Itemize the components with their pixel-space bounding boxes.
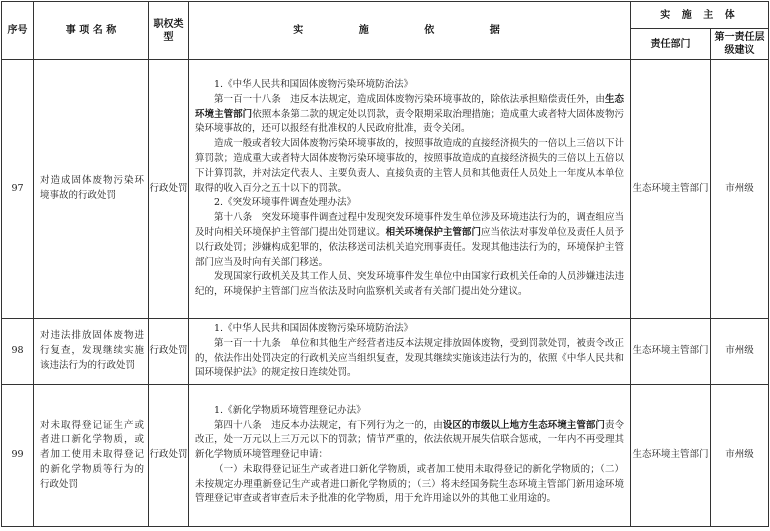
- law-article: 第十八条 突发环境事件调查过程中发现突发环境事件发生单位涉及环境违法行为的，调查组应当及时向相关环境保护主管部门提出处罚建议。相关环境保护主管部门应当依法对事发单位及责任人员予以行政处罚；涉嫌构成犯罪的，依法移送司法机关追究刑事责任。发现其他违法行为的，环境保护主管部门应当及时向有关部门移送。: [195, 212, 624, 268]
- row-dept: 生态环境主管部门: [631, 60, 711, 319]
- table-row: [2, 319, 769, 385]
- table-row: [2, 60, 769, 319]
- row-item-name: 对未取得登记证生产或者进口新化学物质，或者加工使用未取得登记的新化学物质等行为的行政处罚: [34, 385, 149, 527]
- row-item-name: 对造成固体废物污染环境事故的行政处罚: [34, 60, 149, 319]
- header-power-type: 职权类型: [149, 2, 189, 60]
- row-level: 市州级: [711, 319, 769, 385]
- row-basis: [189, 319, 631, 385]
- enforcement-items-table: [1, 1, 769, 527]
- law-article: 第一百一十九条 单位和其他生产经营者违反本法规定排放固体废物，受到罚款处罚，被责令改正的，依法作出处罚决定的行政机关应当组织复查，发现其继续实施该违法行为的，依照《中华人民共和国环境保护法》的规定按日连续处罚。: [195, 337, 624, 379]
- law-title: 2.《突发环境事件调查处理办法》: [214, 197, 357, 209]
- row-basis: [189, 385, 631, 527]
- table-row: [2, 385, 769, 527]
- law-title: 1.《中华人民共和国固体废物污染环境防治法》: [214, 322, 414, 334]
- law-title: 1.《中华人民共和国固体废物污染环境防治法》: [214, 79, 414, 91]
- row-power-type: 行政处罚: [149, 319, 189, 385]
- law-paragraph: 发现国家行政机关及其工作人员、突发环境事件发生单位中由国家行政机关任命的人员涉嫌违法违纪的，环境保护主管部门应当依法及时向监察机关或者有关部门提出处分建议。: [195, 271, 624, 298]
- header-dept: 责任部门: [631, 29, 711, 60]
- row-seq: 97: [2, 60, 34, 319]
- row-seq: 98: [2, 319, 34, 385]
- law-article: 第一百一十八条 违反本法规定，造成固体废物污染环境事故的，除依法承担赔偿责任外，由生态环境主管部门依照本条第二款的规定处以罚款，责令限期采取治理措施；造成重大或者特大固体废物污染环境事故的，还可以报经有批准权的人民政府批准，责令关闭。: [195, 93, 624, 135]
- law-article: 第四十八条 违反本办法规定，有下列行为之一的，由设区的市级以上地方生态环境主管部门责令改正，处一万元以上三万元以下的罚款；情节严重的，依法依规开展失信联合惩戒，一年内不再受理其新化学物质环境管理登记申请：: [195, 419, 624, 461]
- row-power-type: 行政处罚: [149, 60, 189, 319]
- header-level: 第一责任层级建议: [711, 29, 769, 60]
- row-basis: [189, 60, 631, 319]
- law-title: 1.《新化学物质环境管理登记办法》: [214, 404, 366, 416]
- row-level: 市州级: [711, 385, 769, 527]
- header-subject: 实 施 主 体: [631, 2, 769, 29]
- header-seq: 序号: [2, 2, 34, 60]
- row-dept: 生态环境主管部门: [631, 385, 711, 527]
- row-dept: 生态环境主管部门: [631, 319, 711, 385]
- law-paragraph: （一）未取得登记证生产或者进口新化学物质，或者加工使用未取得登记的新化学物质的；（二）未按规定办理重新登记生产或者进口新化学物质的；（三）将未经国务院生态环境主管部门新用途环境管理登记审查或者审查后未予批准的化学物质，用于允许用途以外的其他工业用途的。: [195, 463, 624, 505]
- row-seq: 99: [2, 385, 34, 527]
- row-level: 市州级: [711, 60, 769, 319]
- row-power-type: 行政处罚: [149, 385, 189, 527]
- law-paragraph: 造成一般或者较大固体废物污染环境事故的，按照事故造成的直接经济损失的一倍以上三倍以下计算罚款；造成重大或者特大固体废物污染环境事故的，按照事故造成的直接经济损失的三倍以上五倍以下计算罚款，并对法定代表人、主要负责人、直接负责的主管人员和其他责任人员处上一年度从本单位取得的收入百分之五十以下的罚款。: [195, 138, 624, 194]
- row-item-name: 对违法排放固体废物进行复查，发现继续实施该违法行为的行政处罚: [34, 319, 149, 385]
- header-basis: 实 施 依 据: [189, 2, 631, 60]
- header-item-name: 事 项 名 称: [34, 2, 149, 60]
